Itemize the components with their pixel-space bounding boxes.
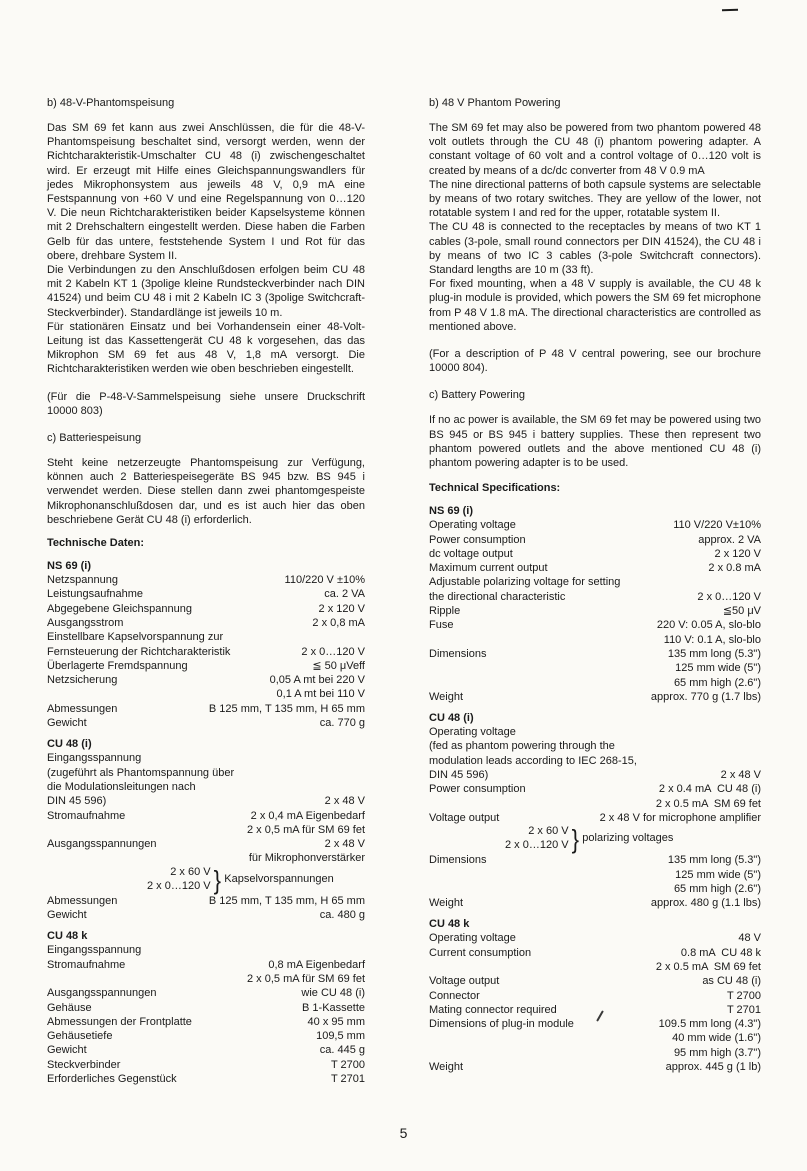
spec-label: Current consumption	[429, 946, 532, 959]
spec-label: Ausgangsspannungen	[47, 987, 157, 1000]
spec-row	[47, 630, 365, 644]
spec-row	[429, 633, 761, 647]
spec-row	[429, 797, 761, 811]
spec-label: Steckverbinder	[47, 1058, 121, 1071]
spec-row	[47, 587, 365, 601]
polarizing-voltage-group-en	[505, 825, 761, 853]
spec-label: Maximum current output	[429, 562, 548, 575]
spec-label: Leistungsaufnahme	[47, 588, 144, 601]
spec-row	[429, 590, 761, 604]
spec-value: 110/220 V ±10%	[284, 574, 365, 587]
spec-label: Überlagerte Fremdspannung	[47, 659, 188, 672]
cu48k-table-en	[429, 931, 761, 1074]
spec-value: 2 x 0.8 mA	[708, 562, 761, 575]
spec-label: Erforderliches Gegenstück	[47, 1072, 177, 1085]
spec-value: 2 x 0…120 V	[697, 590, 761, 603]
spec-value: ≦ 50 μVeff	[312, 659, 365, 672]
spec-label: die Modulationsleitungen nach	[47, 780, 196, 793]
spec-label: Netzspannung	[47, 574, 118, 587]
spec-row	[47, 794, 365, 808]
spec-label: Gehäusetiefe	[47, 1030, 113, 1043]
paragraph-en-1: The SM 69 fet may also be powered from two phantom powered 48 volt outlets through the CU 48 (i) phantom powering adapter. A constant voltage of 60 volt and a control voltage of 0…120 volt is created by means of a dc/dc converter from 48 V 0.9 mA	[429, 122, 761, 177]
spec-label: Gewicht	[47, 1044, 87, 1057]
spec-row	[429, 946, 761, 960]
spec-value: ≦50 μV	[722, 605, 761, 618]
spec-value: 2 x 0…120 V	[301, 645, 365, 658]
spec-label: (fed as phantom powering through the	[429, 740, 615, 753]
spec-label: Stromaufnahme	[47, 809, 126, 822]
brace-line: 2 x 60 V	[170, 865, 211, 878]
section-heading-b-de: b) 48-V-Phantomspeisung	[47, 97, 175, 109]
spec-row	[429, 811, 761, 825]
spec-value: 110 V/220 V±10%	[673, 519, 761, 532]
spec-label: Voltage output	[429, 811, 500, 824]
spec-value: 0.8 mA CU 48 k	[680, 946, 761, 959]
spec-row	[429, 676, 761, 690]
section-heading-c-en: c) Battery Powering	[429, 389, 525, 402]
spec-value: as CU 48 (i)	[702, 975, 761, 988]
tech-data-title-de: Technische Daten:	[47, 537, 144, 550]
spec-value: 220 V: 0.05 A, slo-blo	[656, 619, 761, 632]
spec-value: B 1-Kassette	[302, 1001, 365, 1014]
brace-lines	[147, 866, 211, 894]
spec-row	[47, 702, 365, 716]
spec-row	[47, 972, 365, 986]
spec-label: Ausgangsspannungen	[47, 838, 157, 851]
spec-label: Gewicht	[47, 909, 87, 922]
brace-icon: }	[571, 824, 579, 855]
spec-row	[429, 1003, 761, 1017]
spec-row	[429, 618, 761, 632]
cu48i-title-en: CU 48 (i)	[429, 712, 474, 725]
spec-label: Operating voltage	[429, 726, 516, 739]
spec-label: Operating voltage	[429, 519, 516, 532]
spec-row	[47, 851, 365, 865]
section-heading-c-de: c) Batteriespeisung	[47, 432, 142, 445]
spec-label: Operating voltage	[429, 932, 516, 945]
spec-value: 2 x 0,5 mA für SM 69 fet	[247, 972, 365, 985]
spec-value: T 2701	[330, 1072, 365, 1085]
battery-paragraph-en: If no ac power is available, the SM 69 fet may be powered using two BS 945 or BS 945 i battery supplies. These then represent two phantom powered outlets and the above mentioned CU 48 (i) phantom powering adapter is to be used.	[429, 414, 762, 470]
spec-row	[47, 716, 365, 730]
spec-value: ca. 445 g	[319, 1044, 365, 1057]
polarizing-voltage-group-de	[147, 866, 365, 894]
spec-row	[47, 823, 365, 837]
spec-row	[429, 1060, 761, 1074]
spec-row	[47, 1001, 365, 1015]
spec-label: Gehäuse	[47, 1001, 92, 1014]
spec-value: 0,05 A mt bei 220 V	[269, 674, 365, 687]
spec-row	[429, 575, 761, 589]
spec-value: approx. 480 g (1.1 lbs)	[650, 897, 761, 910]
spec-value: ca. 2 VA	[324, 588, 365, 601]
spec-value: wie CU 48 (i)	[301, 987, 365, 1000]
spec-row	[429, 690, 761, 704]
cu48i-title-de: CU 48 (i)	[47, 738, 92, 751]
brace-lines	[505, 825, 569, 853]
spec-value: 2 x 120 V	[318, 602, 365, 615]
brace-icon: }	[213, 864, 221, 895]
spec-row	[47, 943, 365, 957]
spec-row	[47, 602, 365, 616]
ns69-title-en: NS 69 (i)	[429, 505, 474, 518]
spec-label: Fernsteuerung der Richtcharakteristik	[47, 645, 231, 658]
spec-row	[429, 754, 761, 768]
spec-value: approx. 2 VA	[698, 533, 761, 546]
spec-value: 109.5 mm long (4.3")	[658, 1018, 761, 1031]
section-heading-b-en: b) 48 V Phantom Powering	[429, 97, 561, 109]
english-column	[429, 97, 761, 1074]
spec-label: Mating connector required	[429, 1003, 557, 1016]
spec-label: Stromaufnahme	[47, 958, 126, 971]
spec-row	[47, 1058, 365, 1072]
paragraph-en-4: For fixed mounting, when a 48 V supply is available, the CU 48 k plug-in module is provided, which powers the SM 69 fet microphone from P 48 V 1.8 mA. The directional characteristics are controlled as mentioned above.	[429, 278, 761, 333]
spec-label: Adjustable polarizing voltage for setting	[429, 576, 621, 589]
brace-label: polarizing voltages	[582, 832, 674, 845]
spec-label: Power consumption	[429, 783, 526, 796]
cu48i-table-de	[47, 751, 365, 922]
spec-label: Dimensions of plug-in module	[429, 1018, 574, 1031]
spec-value: 2 x 48 V	[720, 769, 761, 782]
spec-label: Weight	[429, 1061, 464, 1074]
spec-row	[429, 547, 761, 561]
spec-row	[429, 853, 761, 867]
spec-row	[429, 782, 761, 796]
spec-value: 2 x 0.5 mA SM 69 fet	[655, 797, 761, 810]
spec-value: 2 x 0,4 mA Eigenbedarf	[250, 809, 365, 822]
spec-value: approx. 445 g (1 lb)	[665, 1061, 761, 1074]
ns69-title-de: NS 69 (i)	[47, 560, 92, 573]
spec-label: Ripple	[429, 605, 461, 618]
spec-value: 109,5 mm	[316, 1030, 365, 1043]
spec-row	[429, 931, 761, 945]
spec-value: 2 x 0.5 mA SM 69 fet	[655, 960, 761, 973]
spec-row	[429, 974, 761, 988]
spec-row	[47, 659, 365, 673]
spec-value: 95 mm high (3.7")	[673, 1046, 761, 1059]
paragraph-en-2: The nine directional patterns of both capsule systems are selectable by means of two rotary switches. They are yellow of the lower, not rotatable system I and red for the upper, rotatable system II.	[429, 178, 761, 220]
spec-value: 2 x 48 V	[324, 838, 365, 851]
spec-row	[429, 989, 761, 1003]
spec-value: 2 x 120 V	[714, 547, 761, 560]
spec-row	[429, 604, 761, 618]
spec-value: 135 mm long (5.3")	[667, 647, 761, 660]
spec-label: Weight	[429, 690, 464, 703]
spec-row	[429, 1031, 761, 1045]
spec-label: DIN 45 596)	[429, 769, 489, 782]
spec-value: 40 mm wide (1.6")	[672, 1032, 761, 1045]
spec-label: Ausgangsstrom	[47, 616, 124, 629]
spec-row	[47, 1072, 365, 1086]
spec-label: DIN 45 596)	[47, 795, 107, 808]
spec-row	[429, 647, 761, 661]
spec-value: 40 x 95 mm	[307, 1015, 365, 1028]
spec-value: approx. 770 g (1.7 lbs)	[650, 690, 761, 703]
paragraph-de-4: (Für die P-48-V-Sammelspeisung siehe unsere Druckschrift 10000 803)	[47, 390, 365, 417]
spec-value: für Mikrophonverstärker	[248, 852, 365, 865]
spec-value: 110 V: 0.1 A, slo-blo	[663, 633, 761, 646]
spec-value: 65 mm high (2.6")	[673, 676, 761, 689]
tech-specs-title-en: Technical Specifications:	[429, 482, 561, 495]
spec-row	[429, 882, 761, 896]
spec-row	[47, 1029, 365, 1043]
spec-value: B 125 mm, T 135 mm, H 65 mm	[208, 894, 365, 907]
spec-label: Abmessungen	[47, 894, 118, 907]
spec-label: modulation leads according to IEC 268-15,	[429, 754, 637, 767]
spec-value: T 2701	[726, 1003, 761, 1016]
scan-mark-icon	[722, 9, 738, 12]
spec-row	[47, 1043, 365, 1057]
spec-value: 2 x 0.4 mA CU 48 (i)	[658, 783, 761, 796]
spec-label: Abgegebene Gleichspannung	[47, 602, 192, 615]
spec-label: Fuse	[429, 619, 454, 632]
cu48i-table-en	[429, 725, 761, 910]
spec-row	[47, 687, 365, 701]
spec-value: ca. 480 g	[319, 909, 365, 922]
spec-row	[429, 1046, 761, 1060]
paragraph-de-1: Das SM 69 fet kann aus zwei Anschlüssen, die für die 48-V-Phantomspeisung beschaltet sind, versorgt werden, wenn der Richtcharakteristik-Umschalter CU 48 (i) zwischengeschaltet wird. Er erzeugt mit Hilfe eines Gleichspannungswandlers für jedes Mikrophonsystem aus jeweils 48 V, 0,9 mA eine Festspannung von +60 V und eine Regelspannung von 0…120 V. Die neun Richtcharakteristiken beider Kapselsysteme können mit 2 Drehschaltern eingestellt werden. Diese haben die Farben Gelb für das untere, feststehende System I und Rot für das obere, drehbare System II.	[47, 122, 365, 262]
ns69-table-en	[429, 518, 761, 704]
spec-row	[429, 768, 761, 782]
paragraph-en-5: (For a description of P 48 V central powering, see our brochure 10000 804).	[429, 348, 761, 375]
spec-value: T 2700	[330, 1058, 365, 1071]
spec-label: Dimensions	[429, 647, 487, 660]
spec-row	[47, 908, 365, 922]
spec-row	[429, 1017, 761, 1031]
brace-line: 2 x 0…120 V	[147, 879, 211, 892]
spec-label: Netzsicherung	[47, 674, 118, 687]
spec-row	[47, 645, 365, 659]
spec-row	[429, 868, 761, 882]
spec-label: Connector	[429, 989, 480, 1002]
spec-row	[429, 725, 761, 739]
spec-row	[429, 896, 761, 910]
spec-row	[47, 616, 365, 630]
spec-row	[429, 739, 761, 753]
ns69-table-de	[47, 573, 365, 730]
spec-label: Abmessungen	[47, 702, 118, 715]
brace-line: 2 x 0…120 V	[505, 839, 569, 852]
spec-row	[47, 766, 365, 780]
spec-row	[429, 518, 761, 532]
spec-row	[47, 958, 365, 972]
spec-label: Abmessungen der Frontplatte	[47, 1015, 192, 1028]
cu48k-title-en: CU 48 k	[429, 918, 470, 931]
brace-line: 2 x 60 V	[528, 825, 569, 838]
page-number: 5	[399, 1125, 408, 1141]
spec-label: Gewicht	[47, 717, 87, 730]
spec-label: dc voltage output	[429, 547, 513, 560]
spec-label: Einstellbare Kapselvorspannung zur	[47, 631, 224, 644]
spec-row	[429, 561, 761, 575]
paragraph-de-2: Die Verbindungen zu den Anschlußdosen erfolgen beim CU 48 mit 2 Kabeln KT 1 (3polige kleine Rundsteckverbinder nach DIN 41524) und beim CU 48 i mit 2 Kabeln IC 3 (3polige Switchcraft-Steckverbinder). Standardlänge ist jeweils 10 m.	[47, 264, 365, 319]
brace-label: Kapselvorspannungen	[224, 872, 334, 885]
spec-row	[429, 960, 761, 974]
spec-row	[429, 533, 761, 547]
spec-row	[47, 751, 365, 765]
spec-row	[47, 780, 365, 794]
spec-value: 65 mm high (2.6")	[673, 882, 761, 895]
spec-row	[47, 986, 365, 1000]
spec-row	[429, 661, 761, 675]
spec-label: Voltage output	[429, 975, 500, 988]
german-column	[47, 97, 365, 1086]
paragraph-en-3: The CU 48 is connected to the receptacles by means of two KT 1 cables (3-pole, small round connectors per DIN 41524), the CU 48 i by means of two IC 3 cables (3-pole Switchcraft connectors). Standard lengths are 10 m (33 ft).	[429, 221, 761, 277]
spec-value: 135 mm long (5.3")	[667, 854, 761, 867]
spec-row	[47, 809, 365, 823]
spec-row	[47, 573, 365, 587]
spec-label: Power consumption	[429, 533, 526, 546]
spec-label: Weight	[429, 897, 464, 910]
spec-label: Eingangsspannung	[47, 752, 142, 765]
cu48k-title-de: CU 48 k	[47, 930, 88, 943]
spec-value: 2 x 48 V	[324, 795, 365, 808]
spec-label: Dimensions	[429, 854, 487, 867]
spec-value: 0,1 A mt bei 110 V	[276, 688, 365, 701]
spec-value: 125 mm wide (5")	[675, 662, 761, 675]
spec-value: T 2700	[726, 989, 761, 1002]
spec-value: B 125 mm, T 135 mm, H 65 mm	[208, 702, 365, 715]
spec-value: 48 V	[738, 932, 761, 945]
battery-paragraph-de: Steht keine netzerzeugte Phantomspeisung zur Verfügung, können auch 2 Batteriespeisegeräte BS 945 bzw. BS 945 i verwendet werden. Diese stellen dann zwei phantomgespeiste Mikrophonanschlußdosen dar, und es ist auch hier das oben beschriebene Gerät CU 48 (i) erforderlich.	[47, 457, 365, 526]
spec-value: 0,8 mA Eigenbedarf	[268, 958, 365, 971]
spec-value: 125 mm wide (5")	[675, 868, 761, 881]
spec-label: (zugeführt als Phantomspannung über	[47, 766, 235, 779]
paragraph-de-3: Für stationären Einsatz und bei Vorhandensein einer 48-Volt-Leitung ist das Kassettengerät CU 48 k vorgesehen, das das Mikrophon SM 69 fet aus 48 V, 1,8 mA versorgt. Die Richtcharakteristiken werden wie oben beschrieben eingestellt.	[47, 320, 365, 376]
spec-row	[47, 1015, 365, 1029]
spec-value: 2 x 0,5 mA für SM 69 fet	[247, 823, 365, 836]
spec-label: the directional characteristic	[429, 590, 566, 603]
spec-row	[47, 894, 365, 908]
spec-value: 2 x 48 V for microphone amplifier	[599, 811, 761, 824]
spec-value: ca. 770 g	[319, 717, 365, 730]
spec-label: Eingangsspannung	[47, 944, 142, 957]
cu48k-table-de	[47, 943, 365, 1086]
spec-value: 2 x 0,8 mA	[312, 616, 365, 629]
spec-row	[47, 673, 365, 687]
spec-row	[47, 837, 365, 851]
